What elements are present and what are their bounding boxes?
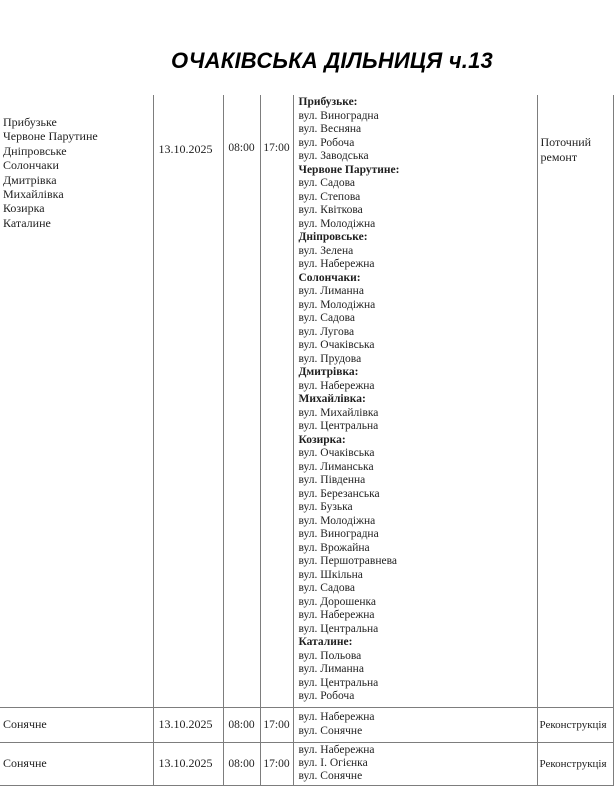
settlement-name: Червоне Парутине	[3, 129, 98, 144]
table-row	[0, 95, 613, 707]
street-line: вул. Польова	[298, 649, 362, 662]
street-line: вул. І. Огієнка	[298, 756, 368, 769]
street-line: Козирка:	[298, 433, 346, 446]
street-line: вул. Врожайна	[298, 541, 370, 554]
street-line: Солончаки:	[298, 271, 361, 284]
street-line: вул. Першотравнева	[298, 555, 397, 567]
street-line: вул. Лиманна	[298, 285, 364, 297]
street-line: вул. Садова	[298, 177, 356, 189]
date-cell: 13.10.2025	[153, 95, 223, 707]
street-line: вул. Садова	[298, 582, 356, 594]
street-line: вул. Центральна	[298, 420, 379, 432]
streets-cell	[293, 707, 537, 742]
settlement-name: Сонячне	[3, 756, 47, 770]
start-time-cell: 08:00	[223, 707, 260, 742]
street-line: вул. Заводська	[298, 150, 369, 162]
street-line: вул. Лугова	[298, 325, 355, 338]
streets-cell	[293, 742, 537, 785]
street-line: вул. Сонячне	[298, 770, 363, 783]
settlements-cell	[0, 707, 153, 742]
street-line: вул. Квіткова	[298, 204, 363, 216]
street-line: вул. Набережна	[298, 711, 375, 724]
street-line: вул. Набережна	[298, 258, 375, 270]
street-line: вул. Березанська	[298, 487, 380, 500]
street-line: вул. Південна	[298, 474, 366, 486]
street-line: вул. Очаківська	[298, 447, 375, 459]
start-time-cell: 08:00	[223, 95, 260, 707]
street-line: вул. Очаківська	[298, 339, 375, 351]
street-line: вул. Зелена	[298, 244, 354, 257]
street-line: вул. Робоча	[298, 136, 355, 149]
table-row	[0, 742, 613, 785]
settlement-name: Сонячне	[3, 717, 47, 731]
settlement-name: Михайлівка	[3, 187, 64, 202]
start-time-cell: 08:00	[223, 742, 260, 785]
settlement-name: Козирка	[3, 201, 45, 216]
street-line: вул. Дорошенка	[298, 595, 376, 608]
street-line: вул. Центральна	[298, 676, 379, 689]
page-title: ОЧАКІВСЬКА ДІЛЬНИЦЯ ч.13	[171, 48, 493, 73]
street-line: вул. Центральна	[298, 622, 379, 635]
street-line: Прибузьке:	[298, 96, 358, 108]
street-line: вул. Виноградна	[298, 109, 379, 122]
street-line: вул. Молодіжна	[298, 217, 376, 230]
street-line: вул. Молодіжна	[298, 298, 376, 311]
street-line: Дмитрівка:	[298, 366, 359, 378]
streets-cell	[293, 95, 537, 707]
street-line: вул. Виноградна	[298, 528, 379, 540]
street-line: вул. Весняна	[298, 123, 362, 135]
street-line: Каталине:	[298, 636, 353, 648]
street-line: вул. Степова	[298, 190, 361, 203]
end-time-cell: 17:00	[260, 95, 293, 707]
street-line: вул. Сонячне	[298, 724, 363, 737]
settlements-cell	[0, 95, 153, 707]
settlement-name: Дмитрівка	[3, 172, 57, 187]
street-line: вул. Робоча	[298, 690, 355, 702]
end-time-cell: 17:00	[260, 707, 293, 742]
work-type-cell: Поточний ремонт	[537, 95, 613, 707]
street-line: вул. Набережна	[298, 609, 375, 621]
street-line: вул. Прудова	[298, 352, 362, 365]
street-line: вул. Михайлівка	[298, 406, 379, 419]
date-cell: 13.10.2025	[153, 742, 223, 785]
street-line: Дніпровське:	[298, 231, 368, 243]
settlements-cell	[0, 742, 153, 785]
street-line: Червоне Парутине:	[298, 163, 400, 176]
street-line: вул. Шкільна	[298, 568, 363, 581]
street-line: вул. Молодіжна	[298, 514, 376, 527]
street-line: вул. Лиманська	[298, 460, 374, 473]
street-line: вул. Набережна	[298, 379, 375, 392]
outage-schedule-table	[0, 95, 614, 786]
table-row	[0, 707, 613, 742]
street-line: вул. Набережна	[298, 743, 375, 756]
street-line: вул. Лиманна	[298, 663, 364, 675]
work-type-cell: Реконструкція	[537, 742, 613, 785]
street-line: Михайлівка:	[298, 393, 366, 405]
settlement-name: Прибузьке	[3, 115, 57, 129]
street-line: вул. Садова	[298, 312, 356, 324]
work-type-cell: Реконструкція	[537, 707, 613, 742]
street-line: вул. Бузька	[298, 501, 353, 513]
settlement-name: Солончаки	[3, 158, 59, 173]
settlement-name: Каталине	[3, 215, 51, 230]
date-cell: 13.10.2025	[153, 707, 223, 742]
end-time-cell: 17:00	[260, 742, 293, 785]
settlement-name: Дніпровське	[3, 143, 67, 158]
